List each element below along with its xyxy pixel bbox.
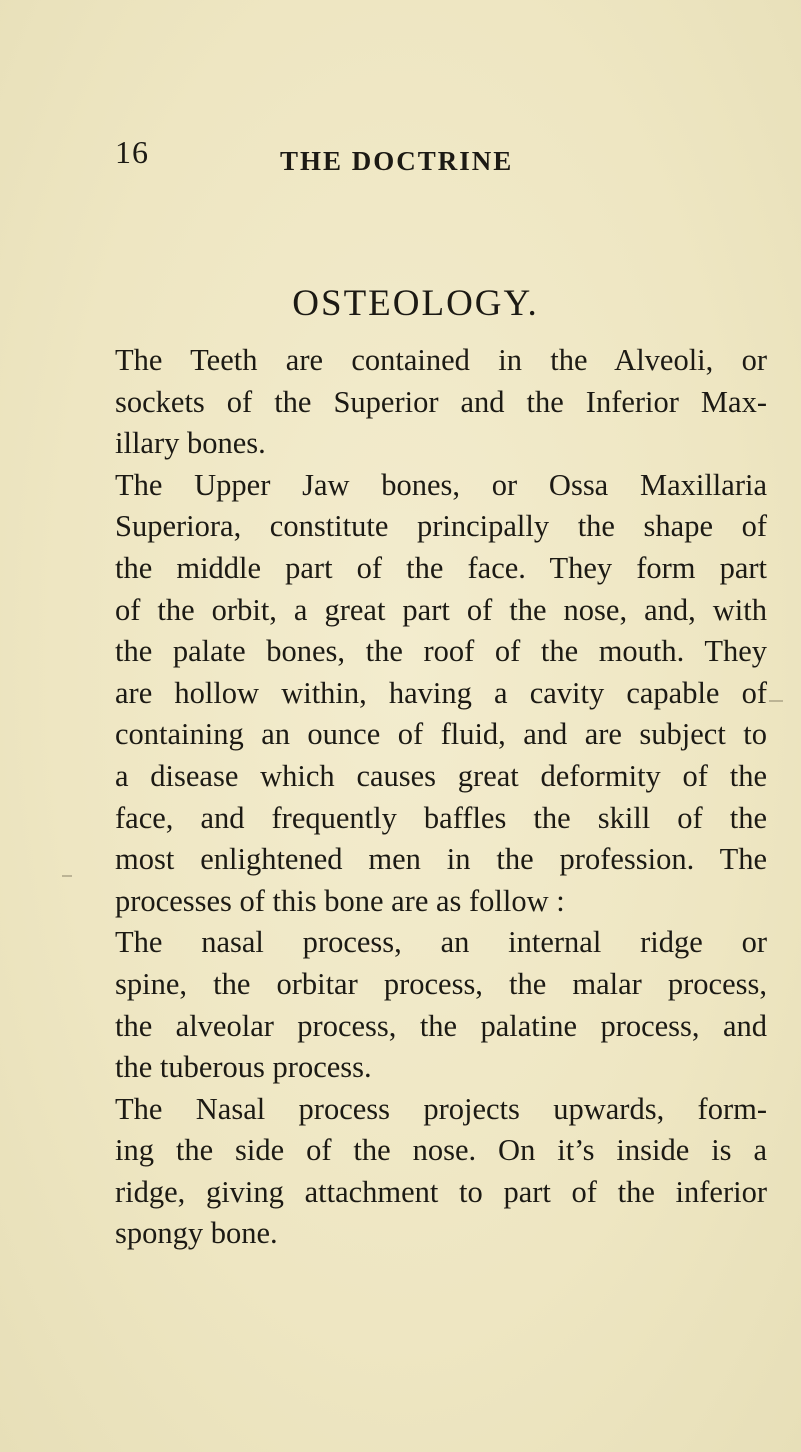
paragraph-4 xyxy=(115,1089,767,1255)
text-line: Superiora, constitute principally the shape of xyxy=(115,509,767,544)
section-title: OSTEOLOGY. xyxy=(292,283,539,324)
text-line: the tuberous process. xyxy=(115,1050,372,1085)
text-line: of the orbit, a great part of the nose, and, with xyxy=(115,592,767,627)
text-line: spine, the orbitar process, the malar process, xyxy=(115,966,767,1001)
text-line: ridge, giving attachment to part of the inferior xyxy=(115,1174,767,1209)
paragraph-1 xyxy=(115,340,767,465)
paragraph-2 xyxy=(115,465,767,923)
text-line: processes of this bone are as follow : xyxy=(115,883,565,918)
text-line: The Nasal process projects upwards, form- xyxy=(115,1091,767,1126)
text-line: are hollow within, having a cavity capable of xyxy=(115,675,767,710)
text-line: The nasal process, an internal ridge or xyxy=(115,925,767,960)
body-text xyxy=(115,340,767,1255)
text-line: most enlightened men in the profession. The xyxy=(115,842,767,877)
text-line: the palate bones, the roof of the mouth. They xyxy=(115,634,767,669)
page-number: 16 xyxy=(115,134,149,170)
text-line: the middle part of the face. They form part xyxy=(115,550,767,585)
text-line: the alveolar process, the palatine process, and xyxy=(115,1008,767,1043)
text-line: a disease which causes great deformity of the xyxy=(115,758,767,793)
text-line: ing the side of the nose. On it’s inside is a xyxy=(115,1133,767,1168)
text-line: spongy bone. xyxy=(115,1216,278,1251)
running-head: THE DOCTRINE xyxy=(280,146,514,176)
text-line: face, and frequently baffles the skill of the xyxy=(115,800,767,835)
paragraph-3 xyxy=(115,922,767,1088)
text-line: The Upper Jaw bones, or Ossa Maxillaria xyxy=(115,467,767,502)
text-line: containing an ounce of fluid, and are subject to xyxy=(115,717,767,752)
text-line: sockets of the Superior and the Inferior Max- xyxy=(115,384,767,419)
margin-mark xyxy=(62,875,72,877)
text-line: The Teeth are contained in the Alveoli, or xyxy=(115,343,767,377)
text-line: illary bones. xyxy=(115,426,266,461)
margin-mark xyxy=(769,700,783,702)
